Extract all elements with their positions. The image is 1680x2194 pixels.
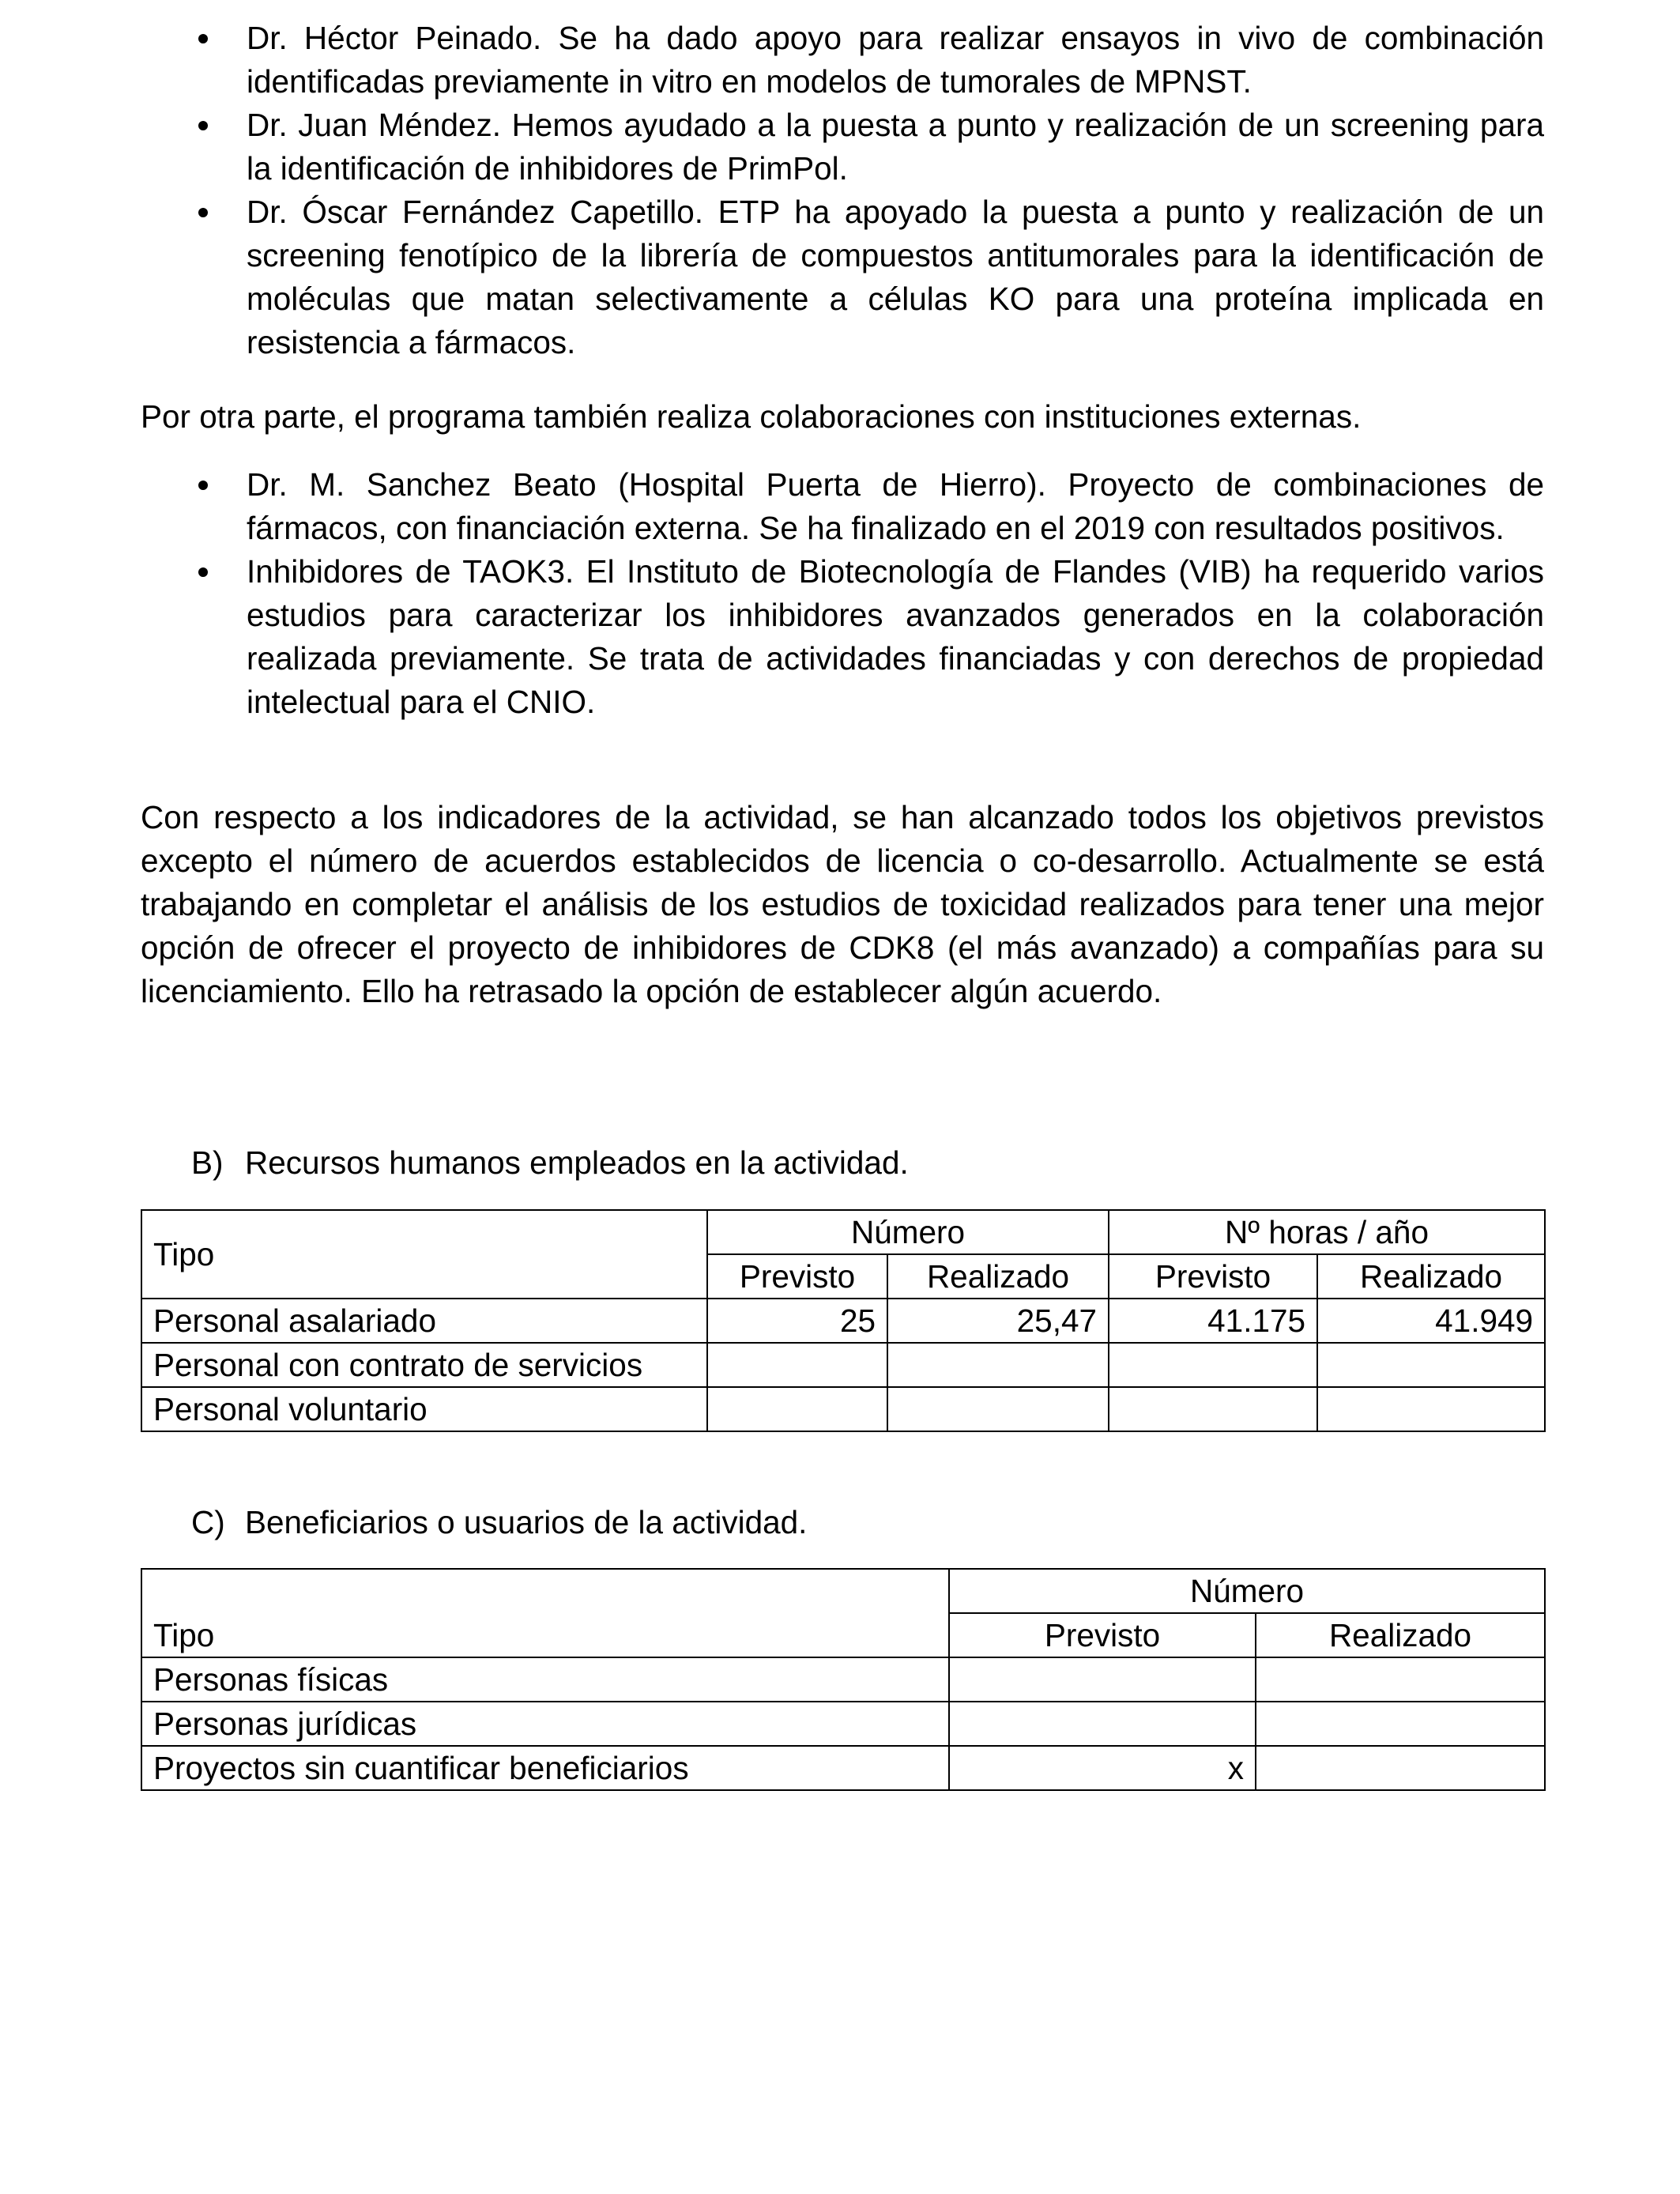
table-row [141,1657,1545,1702]
external-collaborations-list [141,463,1544,724]
table-header-horas: Nº horas / año [1109,1210,1545,1254]
human-resources-table [141,1209,1546,1432]
table-cell-tipo: Personas físicas [141,1657,949,1702]
list-item [141,190,1544,364]
table-row [141,1702,1545,1746]
table-cell-realizado [1256,1702,1545,1746]
table-subheader-previsto: Previsto [949,1613,1256,1657]
list-item-text: Inhibidores de TAOK3. El Instituto de Biotecnología de Flandes (VIB) ha requerido varios estudios para caracterizar los inhibidores avanzados generados en la colaboración realizada previamente. Se trata de actividades financiadas y con derechos de propiedad intelectual para el CNIO. [247,553,1544,720]
section-b-heading [191,1141,909,1185]
table-cell-realizado [1256,1657,1545,1702]
table-cell-num-previsto [707,1343,887,1387]
list-item [141,104,1544,190]
bullet-icon [198,121,208,130]
table-cell-tipo: Personal voluntario [141,1387,707,1431]
table-cell-horas-realizado [1317,1343,1545,1387]
table-header-tipo: Tipo [141,1569,949,1657]
table-row [141,1343,1545,1387]
table-cell-num-realizado [887,1343,1109,1387]
table-subheader-realizado: Realizado [1317,1254,1545,1299]
list-item [141,17,1544,104]
bullet-icon [198,481,208,490]
indicators-paragraph: Con respecto a los indicadores de la actividad, se han alcanzado todos los objetivos previstos excepto el número de acuerdos establecidos de licencia o co-desarrollo. Actualmente se está trabajando en completar el análisis de los estudios de toxicidad realizados para tener una mejor opción de ofrecer el proyecto de inhibidores de CDK8 (el más avanzado) a compañías para su licenciamiento. Ello ha retrasado la opción de establecer algún acuerdo. [141,799,1544,1009]
table-row [141,1387,1545,1431]
table-cell-previsto [949,1657,1256,1702]
bullet-icon [198,208,208,217]
external-intro-paragraph: Por otra parte, el programa también realiza colaboraciones con instituciones externas. [141,398,1362,435]
table-cell-horas-previsto [1109,1343,1317,1387]
table-cell-tipo: Proyectos sin cuantificar beneficiarios [141,1746,949,1790]
bullet-icon [198,567,208,577]
table-cell-tipo: Personal con contrato de servicios [141,1343,707,1387]
list-item-text: Dr. Juan Méndez. Hemos ayudado a la puesta a punto y realización de un screening para la identificación de inhibidores de PrimPol. [247,107,1544,187]
table-subheader-previsto: Previsto [1109,1254,1317,1299]
table-subheader-realizado: Realizado [1256,1613,1545,1657]
table-header-tipo: Tipo [141,1210,707,1299]
table-header-numero: Número [949,1569,1545,1613]
list-item-text: Dr. Héctor Peinado. Se ha dado apoyo para realizar ensayos in vivo de combinación identificadas previamente in vitro en modelos de tumorales de MPNST. [247,20,1544,100]
table-cell-realizado [1256,1746,1545,1790]
bullet-icon [198,34,208,43]
table-cell-num-realizado [887,1387,1109,1431]
table-cell-previsto: x [949,1746,1256,1790]
table-cell-tipo: Personal asalariado [141,1299,707,1343]
table-row [141,1746,1545,1790]
list-item-text: Dr. M. Sanchez Beato (Hospital Puerta de Hierro). Proyecto de combinaciones de fármacos, con financiación externa. Se ha finalizado en el 2019 con resultados positivos. [247,466,1544,546]
section-letter: B) [191,1144,224,1181]
section-letter: C) [191,1504,225,1540]
internal-collaborations-list [141,17,1544,364]
list-item [141,550,1544,724]
table-subheader-previsto: Previsto [707,1254,887,1299]
beneficiaries-table [141,1568,1546,1791]
table-row [141,1299,1545,1343]
table-header-numero: Número [707,1210,1109,1254]
list-item [141,463,1544,550]
table-cell-num-realizado: 25,47 [887,1299,1109,1343]
table-subheader-realizado: Realizado [887,1254,1109,1299]
section-title: Recursos humanos empleados en la actividad. [245,1144,909,1181]
section-title: Beneficiarios o usuarios de la actividad. [245,1504,808,1540]
table-cell-horas-previsto: 41.175 [1109,1299,1317,1343]
section-c-heading [191,1501,807,1544]
list-item-text: Dr. Óscar Fernández Capetillo. ETP ha apoyado la puesta a punto y realización de un screening fenotípico de la librería de compuestos antitumorales para la identificación de moléculas que matan selectivamente a células KO para una proteína implicada en resistencia a fármacos. [247,194,1544,360]
table-cell-horas-realizado: 41.949 [1317,1299,1545,1343]
table-cell-horas-previsto [1109,1387,1317,1431]
table-cell-previsto [949,1702,1256,1746]
table-cell-num-previsto: 25 [707,1299,887,1343]
table-cell-horas-realizado [1317,1387,1545,1431]
table-cell-num-previsto [707,1387,887,1431]
table-cell-tipo: Personas jurídicas [141,1702,949,1746]
